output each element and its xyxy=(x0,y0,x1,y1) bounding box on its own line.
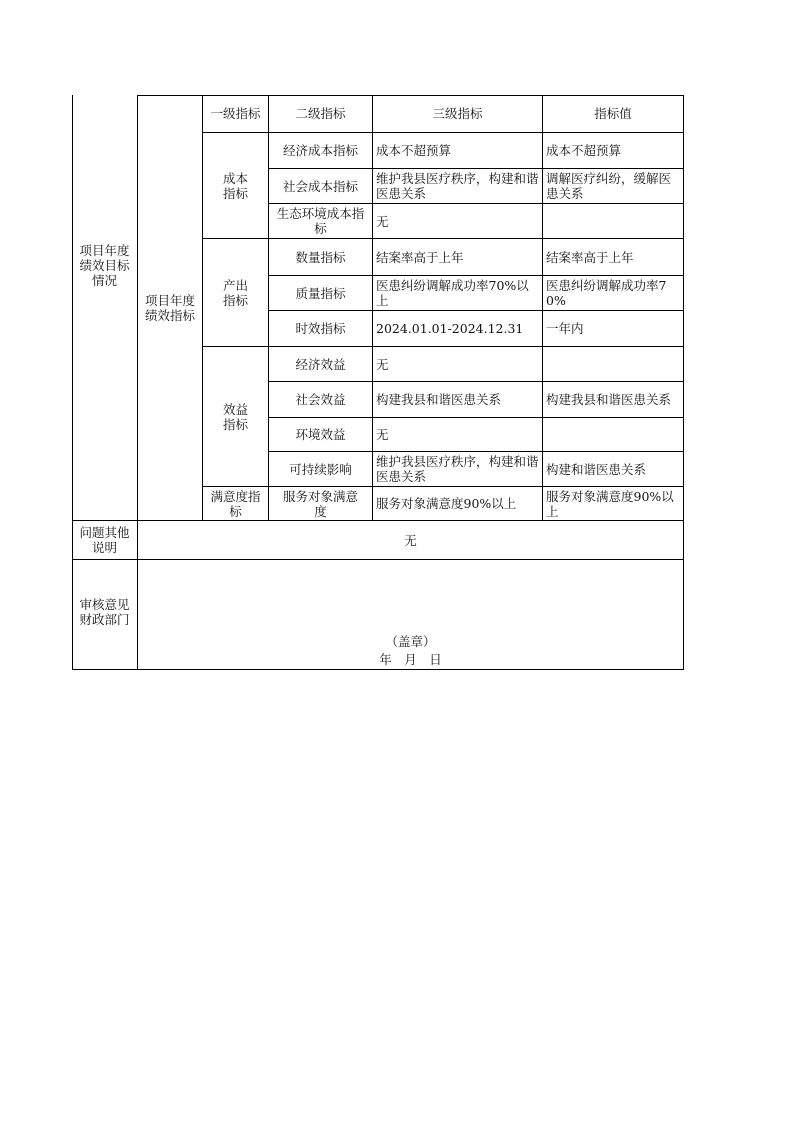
row-value: 构建我县和谐医患关系 xyxy=(546,392,672,407)
row-level3: 维护我县医疗秩序，构建和谐医患关系 xyxy=(376,454,539,484)
row-value: 医患纠纷调解成功率70% xyxy=(546,278,667,308)
table-border-bottom xyxy=(72,669,684,670)
row-level2: 时效指标 xyxy=(295,321,346,336)
perf-indicator-label: 项目年度绩效指标 xyxy=(144,293,195,323)
performance-table xyxy=(72,95,684,670)
row-value: 调解医疗纠纷，缓解医患关系 xyxy=(546,171,672,201)
stamp-label: （盖章） xyxy=(385,633,436,649)
other-notes-value: 无 xyxy=(404,532,417,548)
row-level2: 质量指标 xyxy=(295,285,346,301)
table-border-left xyxy=(72,95,73,670)
row-level3: 成本不超预算 xyxy=(376,143,452,158)
row-level3: 维护我县医疗秩序，构建和谐医患关系 xyxy=(376,171,539,201)
row-value: 服务对象满意度90%以上 xyxy=(546,488,674,519)
section-label-other-notes: 问题其他说明 xyxy=(79,525,130,555)
row-value xyxy=(543,204,683,238)
date-label: 年 月 日 xyxy=(379,651,442,667)
row-level3: 服务对象满意度90%以上 xyxy=(376,496,517,511)
row-value xyxy=(543,347,683,381)
row-value: 一年内 xyxy=(546,321,584,336)
header-level2: 二级指标 xyxy=(295,106,346,121)
section-label-targets: 项目年度绩效目标情况 xyxy=(79,242,130,288)
row-level3: 无 xyxy=(376,427,389,442)
row-level2: 经济效益 xyxy=(295,356,346,372)
row-level2: 数量指标 xyxy=(295,249,346,265)
group-output: 产出指标 xyxy=(222,277,248,308)
row-level2: 可持续影响 xyxy=(289,461,352,477)
row-level2: 生态环境成本指标 xyxy=(276,206,365,236)
row-divider xyxy=(72,559,684,560)
header-level1: 一级指标 xyxy=(210,106,261,121)
row-value xyxy=(543,418,683,451)
row-level2: 环境效益 xyxy=(295,427,346,442)
row-value: 结案率高于上年 xyxy=(546,249,634,265)
col-divider xyxy=(137,95,138,670)
row-level3: 无 xyxy=(376,356,389,372)
group-benefit: 效益指标 xyxy=(222,401,248,432)
row-level3: 无 xyxy=(376,213,389,229)
header-level3: 三级指标 xyxy=(432,106,483,121)
row-level3: 医患纠纷调解成功率70%以上 xyxy=(376,278,529,308)
row-value: 构建和谐医患关系 xyxy=(546,461,647,477)
row-level2: 服务对象满意度 xyxy=(282,488,358,519)
table-border-right xyxy=(683,95,684,670)
group-cost: 成本指标 xyxy=(222,170,248,201)
row-level2: 社会效益 xyxy=(295,392,346,407)
row-level3: 构建我县和谐医患关系 xyxy=(376,392,502,407)
row-level3: 2024.01.01-2024.12.31 xyxy=(376,321,524,336)
section-label-finance-review: 审核意见财政部门 xyxy=(79,597,130,627)
row-level3: 结案率高于上年 xyxy=(376,249,464,265)
row-level2: 经济成本指标 xyxy=(282,143,358,158)
row-level2: 社会成本指标 xyxy=(282,178,358,194)
row-value: 成本不超预算 xyxy=(546,143,622,158)
group-satisfaction: 满意度指标 xyxy=(210,488,261,519)
header-value: 指标值 xyxy=(594,106,632,121)
